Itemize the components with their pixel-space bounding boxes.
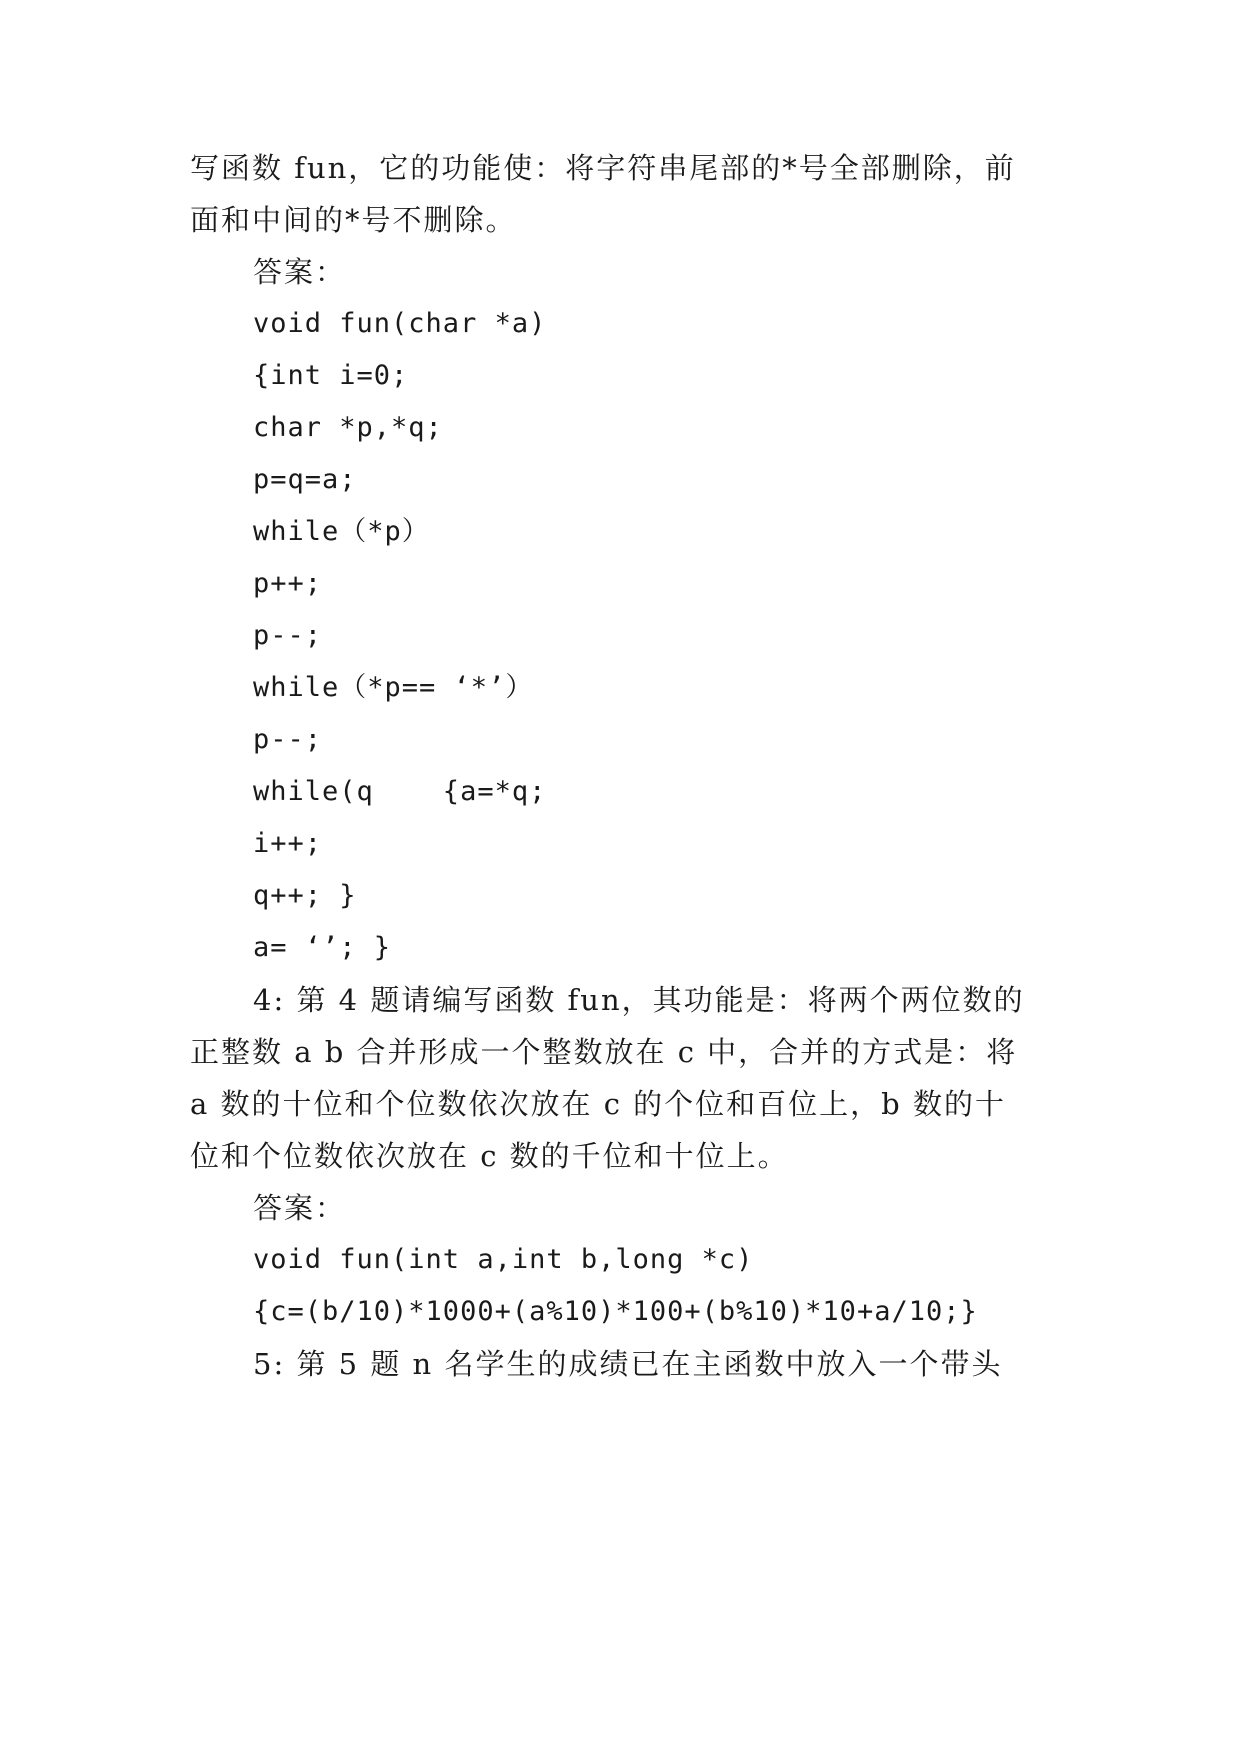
problem-3-text-line-2: 面和中间的*号不删除。 — [190, 203, 517, 237]
answer-label: 答案： — [253, 255, 347, 289]
code-line: a= ‘’; } — [253, 932, 392, 963]
code-line: void fun(int a,int b,long *c) — [253, 1244, 754, 1275]
code-line: i++; — [253, 828, 323, 859]
problem-4-text-line-2: 正整数 a b 合并形成一个整数放在 c 中，合并的方式是：将 — [190, 1035, 1018, 1069]
code-line: while（*p== ‘*’） — [253, 672, 534, 703]
problem-4-text-line-4: 位和个位数依次放在 c 数的千位和十位上。 — [190, 1139, 789, 1173]
code-line: void fun(char *a) — [253, 308, 547, 339]
code-line: while(q {a=*q; — [253, 776, 547, 807]
code-line: while（*p） — [253, 516, 430, 547]
code-line: char *p,*q; — [253, 412, 443, 443]
code-line: p--; — [253, 724, 323, 755]
code-line: p--; — [253, 620, 323, 651]
code-line: p++; — [253, 568, 323, 599]
code-line: q++; } — [253, 880, 357, 911]
problem-4-text-line-1: 4: 第 4 题请编写函数 fun，其功能是：将两个两位数的 — [253, 983, 1025, 1017]
problem-5-text-line-1: 5: 第 5 题 n 名学生的成绩已在主函数中放入一个带头 — [253, 1347, 1003, 1381]
problem-3-text-line-1: 写函数 fun，它的功能使：将字符串尾部的*号全部删除，前 — [190, 151, 1016, 185]
code-line: {int i=0; — [253, 360, 409, 391]
code-line: p=q=a; — [253, 464, 357, 495]
problem-4-text-line-3: a 数的十位和个位数依次放在 c 的个位和百位上，b 数的十 — [190, 1087, 1006, 1121]
answer-label: 答案： — [253, 1191, 347, 1225]
code-line: {c=(b/10)*1000+(a%10)*100+(b%10)*10+a/10;} — [253, 1296, 978, 1327]
